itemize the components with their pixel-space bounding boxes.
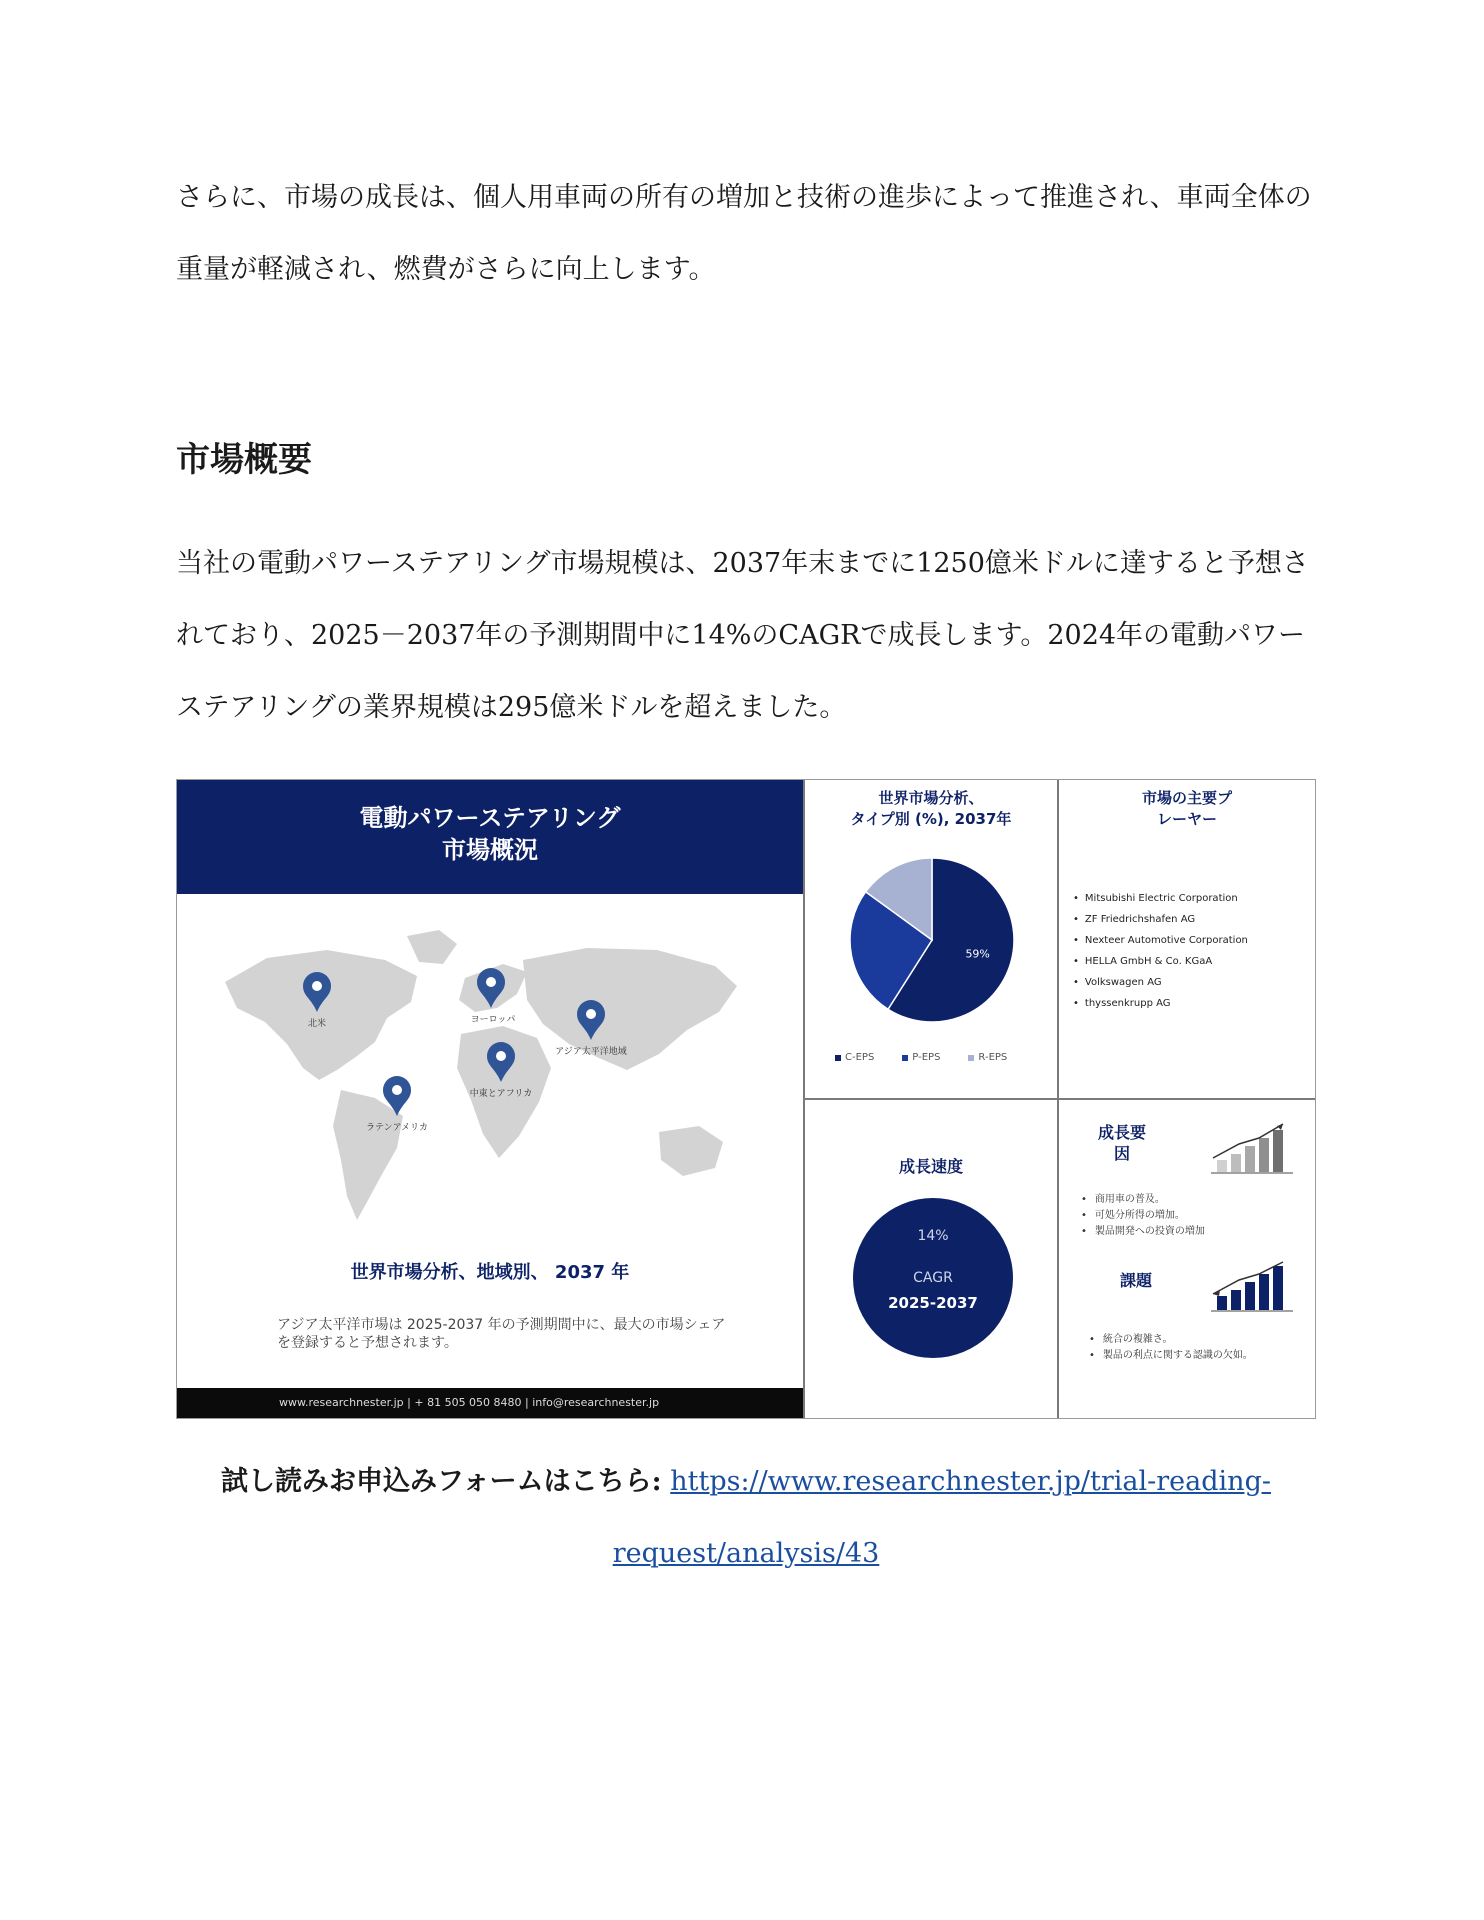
list-item: • Mitsubishi Electric Corporation [1073,888,1248,909]
key-players-panel [1059,780,1315,1100]
world-map [207,920,773,1240]
intro-paragraph: さらに、市場の成長は、個人用車両の所有の増加と技術の進歩によって推進され、車両全体の重量が軽減され、燃費がさらに向上します。 [176,182,1312,285]
type-analysis-title-line2: タイプ別 (%), 2037年 [850,810,1012,828]
legend-swatch [902,1055,908,1061]
section-heading: 市場概要 [176,440,312,480]
growth-speed-title: 成長速度 [898,1157,963,1176]
contact-footer: www.researchnester.jp | + 81 505 050 8480 | info@researchnester.jp [177,1388,803,1418]
regional-analysis-heading: 世界市場分析、地域別、 2037 年 [350,1262,630,1283]
list-item: • Nexteer Automotive Corporation [1073,930,1248,951]
growth-factors-title-line1: 成長要 [1097,1123,1146,1142]
list-item: • ZF Friedrichshafen AG [1073,909,1248,930]
legend-item [835,1052,874,1063]
key-players-list [1073,888,1248,1014]
list-item: • Volkswagen AG [1073,972,1248,993]
key-players-title [1059,788,1315,830]
key-players-title-line2: レーヤー [1156,810,1217,828]
key-players-title-line1: 市場の主要プ [1141,789,1232,807]
legend-item [902,1052,940,1063]
type-analysis-title [805,788,1057,830]
pie-legend [835,1052,1007,1063]
greenland-shape [407,930,457,964]
trial-request-line [176,1446,1316,1590]
market-infographic [176,779,1316,1419]
cagr-label: CAGR [913,1270,953,1286]
infographic-title [177,780,803,894]
cagr-value: 14% [917,1228,949,1244]
region-label-europe: ヨーロッパ [470,1015,516,1025]
south-america-shape [333,1090,403,1220]
oceania-shape [659,1126,723,1176]
challenges-chart-icon [1209,1260,1295,1316]
legend-swatch [835,1055,841,1061]
list-item: • 製品の利点に関する認識の欠如。 [1089,1348,1289,1364]
list-item: • 製品開発への投資の増加 [1081,1224,1205,1240]
growth-factors-title [1077,1122,1167,1164]
trial-request-link[interactable]: https://www.researchnester.jp/trial-reading-request/analysis/43 [612,1466,1271,1569]
growth-speed-panel [805,1100,1059,1418]
list-item: • HELLA GmbH & Co. KGaA [1073,951,1248,972]
pie-chart [805,840,1059,1040]
list-item: • 商用車の普及。 [1081,1192,1205,1208]
challenges-list [1089,1332,1289,1364]
challenges-title: 課題 [1119,1271,1152,1290]
infographic-title-line1: 電動パワーステアリング [359,804,621,832]
cagr-years: 2025-2037 [888,1294,978,1312]
legend-item [968,1052,1007,1063]
legend-label: R-EPS [978,1052,1008,1063]
legend-swatch [968,1055,974,1061]
legend-label: P-EPS [912,1052,941,1063]
growth-factors-panel [1059,1100,1315,1418]
growth-factors-list [1081,1192,1205,1240]
north-america-shape [225,950,417,1080]
region-label-latin-america: ラテンアメリカ [366,1123,428,1133]
region-label-asia-pacific: アジア太平洋地域 [555,1047,627,1057]
list-item: • thyssenkrupp AG [1073,993,1248,1014]
infographic-title-line2: 市場概況 [442,836,538,864]
list-item: • 統合の複雑さ。 [1089,1332,1289,1348]
regional-panel [177,780,805,1418]
legend-label: C-EPS [845,1052,875,1063]
cagr-badge [853,1198,1013,1358]
type-analysis-panel [805,780,1059,1100]
regional-analysis-note: アジア太平洋市場は 2025-2037 年の予測期間中に、最大の市場シェアを登録すると予想されます。 [277,1317,726,1351]
list-item: • 可処分所得の増加。 [1081,1208,1205,1224]
region-label-north-america: 北米 [307,1019,327,1029]
region-label-middle-east-africa: 中東とアフリカ [469,1089,533,1099]
type-analysis-title-line1: 世界市場分析、 [878,789,984,807]
growth-factors-title-line2: 因 [1113,1144,1130,1163]
market-overview-paragraph: 当社の電動パワーステアリング市場規模は、2037年末までに1250億米ドルに達すると予想されており、2025－2037年の予測期間中に14%のCAGRで成長します。2024年の電動パワーステアリングの業界規模は295億米ドルを超えました。 [176,548,1309,723]
growth-chart-icon [1209,1122,1295,1178]
trial-request-label: 試し読みお申込みフォームはこちら: [221,1466,662,1497]
pie-data-label: 59% [965,947,990,961]
